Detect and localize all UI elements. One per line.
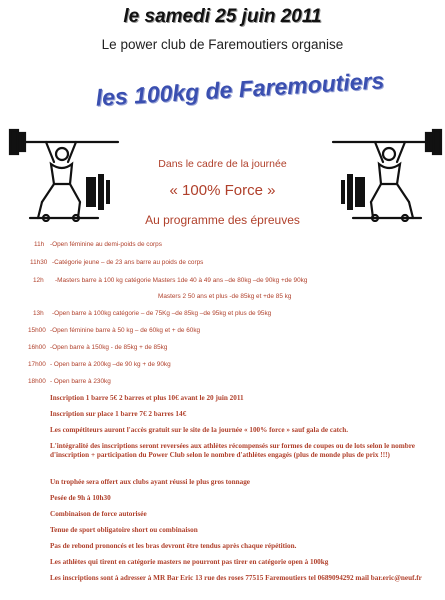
info-line: L'intégralité des inscriptions seront reversées aux athlètes récompensés sur formes de coupes ou de lots selon le nombre d'inscription + participation du Power Club selon le nombre d'athlètes engagés (plus de monde plus de prix !!!) (50, 442, 415, 460)
info-line: Inscription 1 barre 5€ 2 barres et plus 10€ avant le 20 juin 2011 (50, 394, 244, 402)
info-line: Les inscriptions sont à adresser à MR Bar Eric 13 rue des roses 77515 Faremoutiers tel 0689094292 mail bar.eric@neuf.fr (50, 574, 422, 582)
schedule-time: 15h00 (28, 327, 46, 334)
schedule-desc: -Open féminine au demi-poids de corps (50, 241, 162, 248)
schedule-time: 18h00 (28, 378, 46, 385)
weightlifter-icon (325, 122, 445, 222)
info-line: Inscription sur place 1 barre 7€ 2 barres 14€ (50, 410, 187, 418)
schedule-time: 12h (33, 277, 44, 284)
schedule-desc: - Open barre à 230kg (50, 378, 111, 385)
schedule-desc: Masters 2 50 ans et plus -de 85kg et +de 85 kg (158, 293, 292, 300)
schedule-desc: -Masters barre à 100 kg catégorie Masters 1de 40 à 49 ans –de 80kg –de 90kg +de 90kg (55, 277, 308, 284)
weightlifter-icon (6, 122, 126, 222)
info-line: Un trophée sera offert aux clubs ayant réussi le plus gros tonnage (50, 478, 250, 486)
schedule-time: 11h (34, 241, 45, 248)
schedule-time: 16h00 (28, 344, 46, 351)
program-heading: Au programme des épreuves (145, 213, 300, 227)
schedule-desc: - Open barre à 200kg –de 90 kg + de 90kg (50, 361, 171, 368)
event-title: les 100kg de Faremoutiers (94, 67, 385, 111)
schedule-time: 17h00 (28, 361, 46, 368)
info-line: Les athlètes qui tirent en catégorie masters ne pourront pas tirer en catégorie open à 100kg (50, 558, 329, 566)
schedule-time: 11h30 (30, 259, 48, 266)
organizer-line: Le power club de Faremoutiers organise (101, 37, 344, 52)
framing-line: Dans le cadre de la journée (158, 158, 287, 170)
schedule-desc: -Catégorie jeune – de 23 ans barre au poids de corps (52, 259, 204, 266)
info-line: Combinaison de force autorisée (50, 510, 147, 518)
info-line: Les compétiteurs auront l'accès gratuit sur le site de la journée « 100% force » sauf gala de catch. (50, 426, 349, 434)
schedule-time: 13h (33, 310, 44, 317)
force-heading: « 100% Force » (169, 182, 276, 199)
info-line: Pesée de 9h à 10h30 (50, 494, 111, 502)
schedule-desc: -Open barre à 150kg - de 85kg + de 85kg (50, 344, 168, 351)
schedule-desc: -Open féminine barre à 50 kg – de 60kg et + de 60kg (50, 327, 201, 334)
event-date: le samedi 25 juin 2011 (123, 6, 322, 27)
schedule-desc: -Open barre à 100kg catégorie – de 75Kg –de 85kg –de 95kg et plus de 95kg (52, 310, 272, 317)
info-line: Tenue de sport obligatoire short ou combinaison (50, 526, 198, 534)
info-line: Pas de rebond prononcés et les bras devront être tendus après chaque répétition. (50, 542, 297, 550)
